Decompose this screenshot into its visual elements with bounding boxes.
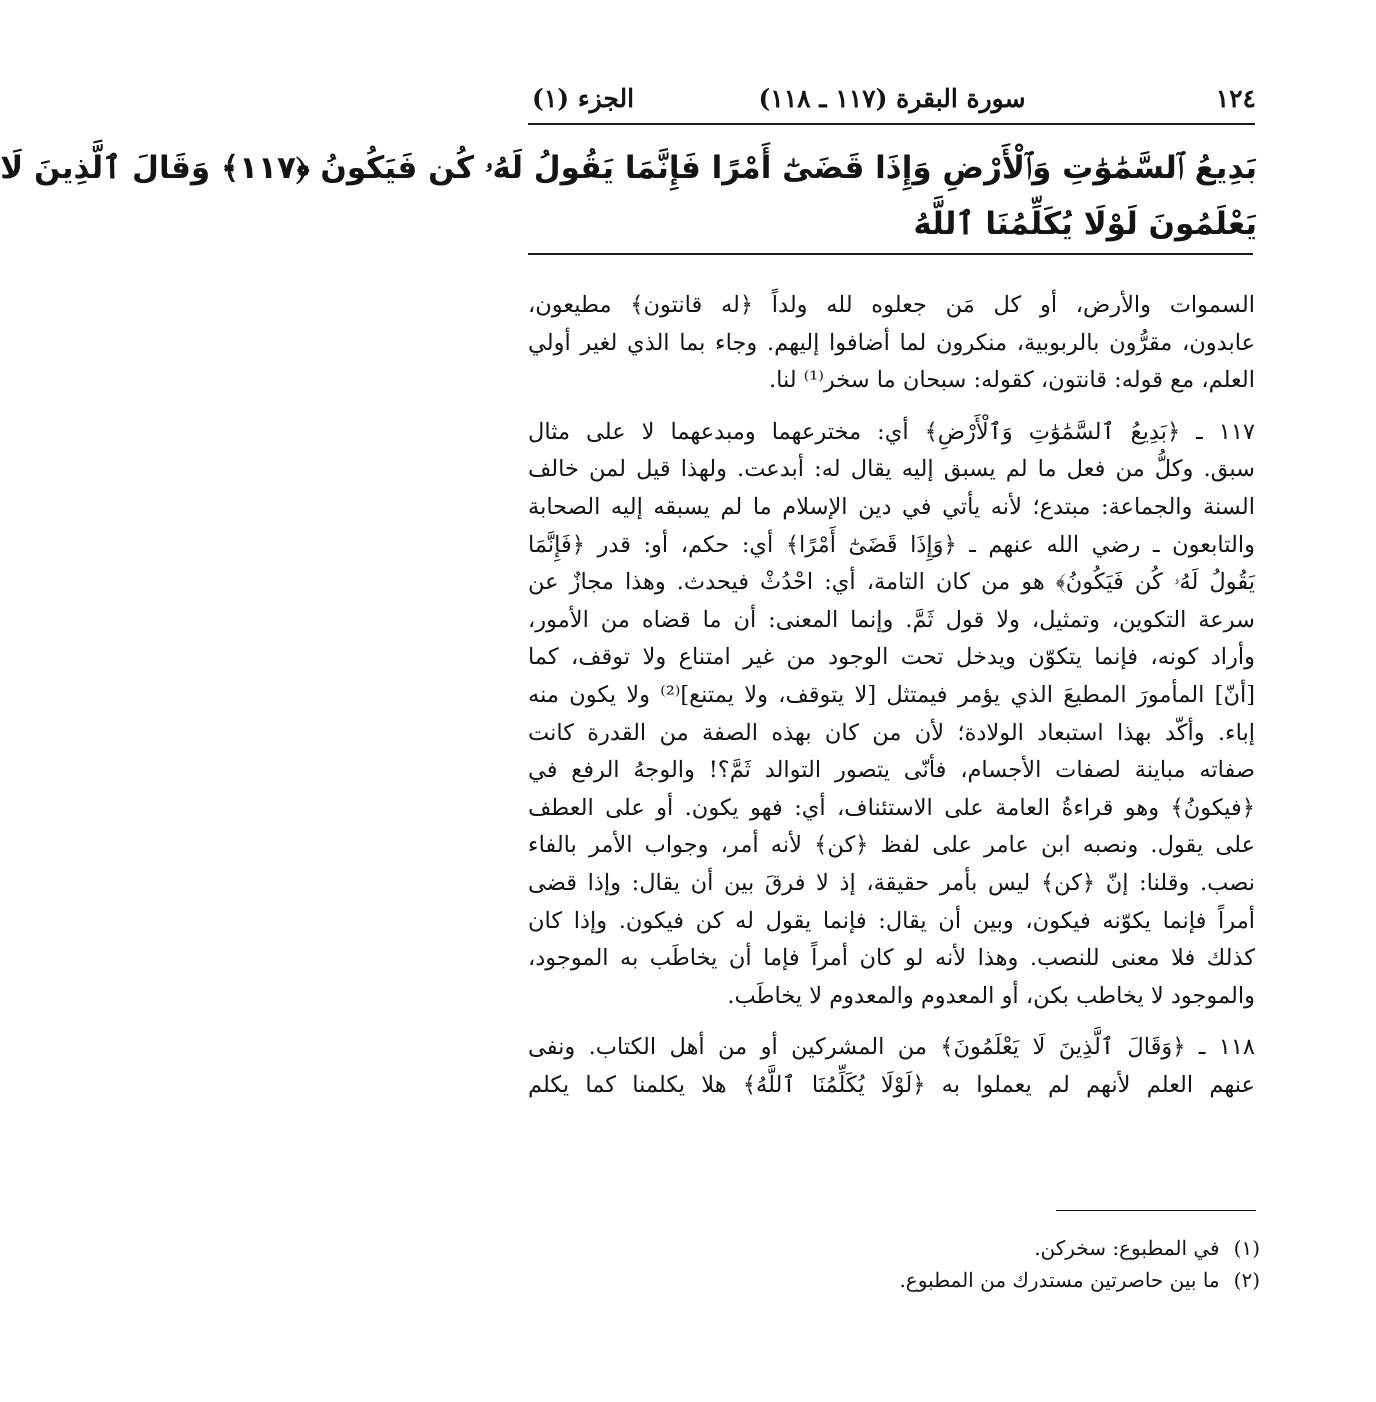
part-label: الجزء (١) [532, 84, 635, 113]
text-line: والموجود لا يخاطب بكن، أو المعدوم والمعدوم لا يخاطَب. [727, 982, 1255, 1009]
text-line: أمراً فإنما يكوّنه فيكون، وبين أن يقال: فإنما يقول له كن فيكون. وإذا كان [528, 907, 1255, 934]
quran-divider [528, 253, 1253, 255]
commentary-paragraph-118 [528, 1029, 1255, 1104]
text-line: السموات والأرض، أو كل مَن جعلوه لله ولداً ﴿له قانتون﴾ مطيعون، [528, 292, 1255, 318]
quran-line: يَعْلَمُونَ لَوْلَا يُكَلِّمُنَا ٱللَّهُ [913, 206, 1257, 242]
text-line: كذلك فلا معنى للنصب. وهذا لأنه لو كان أمراً فإما أن يخاطَب به الموجود، [528, 945, 1255, 972]
footnotes [540, 1232, 1260, 1296]
text-line: العلم، مع قوله: قانتون، كقوله: سبحان ما سخر⁽¹⁾ لنا. [768, 367, 1255, 394]
commentary-text [528, 287, 1255, 1104]
text-line: [أنّ] المأمورَ المطيعَ الذي يؤمر فيمتثل [لا يتوقف، ولا يمتنع]⁽²⁾ ولا يكون منه [528, 681, 1255, 708]
footnote-text: ما بين حاصرتين مستدرك من المطبوع. [899, 1268, 1220, 1292]
text-line: نصب. وقلنا: إنّ ﴿كن﴾ ليس بأمر حقيقة، إذ لا فرقَ بين أن يقال: وإذا قضى [528, 869, 1255, 896]
text-line: عنهم العلم لأنهم لم يعملوا به ﴿لَوْلَا يُكَلِّمُنَا ٱللَّهُ﴾ هلا يكلمنا كما يكلم [528, 1071, 1255, 1098]
quran-line: بَدِيعُ ٱلسَّمَٰوَٰتِ وَٱلْأَرْضِ وَإِذَا قَضَىٰٓ أَمْرًا فَإِنَّمَا يَقُولُ لَهُۥ كُن فَيَكُونُ ﴿١١٧﴾ وَقَالَ ٱلَّذِينَ لَا [0, 150, 1257, 186]
text-line: السنة والجماعة: مبتدع؛ لأنه يأتي في دين الإسلام ما لم يسبقه إليه الصحابة [528, 493, 1255, 520]
page-number: ١٢٤ [1215, 84, 1256, 113]
text-line: صفاته مباينة لصفات الأجسام، فأنّى يتصور التوالد ثَمَّ؟! والوجهُ الرفع في [528, 757, 1255, 784]
commentary-paragraph [528, 287, 1255, 400]
text-line: سرعة التكوين، وتمثيل، ولا قول ثَمَّ. وإنما المعنى: أن ما قضاه من الأمور، [528, 606, 1255, 633]
text-line: سبق. وكلُّ من فعل ما لم يسبق إليه يقال له: أبدعت. ولهذا قيل لمن خالف [528, 456, 1255, 483]
text-line: وأراد كونه، فإنما يتكوّن ويدخل تحت الوجود من غير امتناع ولا توقف، كما [528, 644, 1255, 671]
page-header [528, 78, 1256, 122]
text-line: والتابعون ـ رضي الله عنهم ـ ﴿وَإِذَا قَضَىٰٓ أَمْرًا﴾ أي: حكم، أو: قدر ﴿فَإِنَّمَا [528, 531, 1255, 558]
footnote-number: (١) [1233, 1236, 1260, 1260]
text-line: إباء. وأكّد بهذا استبعاد الولادة؛ لأن من كان بهذه الصفة من القدرة كانت [528, 719, 1255, 746]
footnote-text: في المطبوع: سخركن. [1034, 1236, 1220, 1260]
quran-verse-block [0, 140, 1257, 252]
text-line: ١١٨ ـ ﴿وَقَالَ ٱلَّذِينَ لَا يَعْلَمُونَ﴾ من المشركين أو من أهل الكتاب. ونفى [528, 1034, 1255, 1061]
text-line: عابدون، مقرُّون بالربوبية، منكرون لما أضافوا إليهم. وجاء بما الذي لغير أولي [528, 329, 1255, 356]
footnote-divider [1056, 1210, 1256, 1211]
text-line: ١١٧ ـ ﴿بَدِيعُ ٱلسَّمَٰوَٰتِ وَٱلْأَرْضِ﴾ أي: مخترعهما ومبدعهما لا على مثال [528, 418, 1255, 445]
sura-title: سورة البقرة (١١٧ ـ ١١٨) [758, 84, 1026, 113]
footnote-number: (٢) [1233, 1268, 1260, 1292]
text-line: على يقول. ونصبه ابن عامر على لفظ ﴿كن﴾ لأنه أمر، وجواب الأمر بالفاء [528, 832, 1255, 859]
footnote [540, 1264, 1260, 1296]
text-line: يَقُولُ لَهُۥ كُن فَيَكُونُ﴾ هو من كان التامة، أي: احْدُثْ فيحدث. وهذا مجازٌ عن [528, 569, 1255, 596]
header-divider [528, 123, 1255, 125]
commentary-paragraph-117 [528, 414, 1255, 1016]
text-line: ﴿فيكونُ﴾ وهو قراءةُ العامة على الاستئناف، أي: فهو يكون. أو على العطف [528, 794, 1255, 821]
footnote [540, 1232, 1260, 1264]
